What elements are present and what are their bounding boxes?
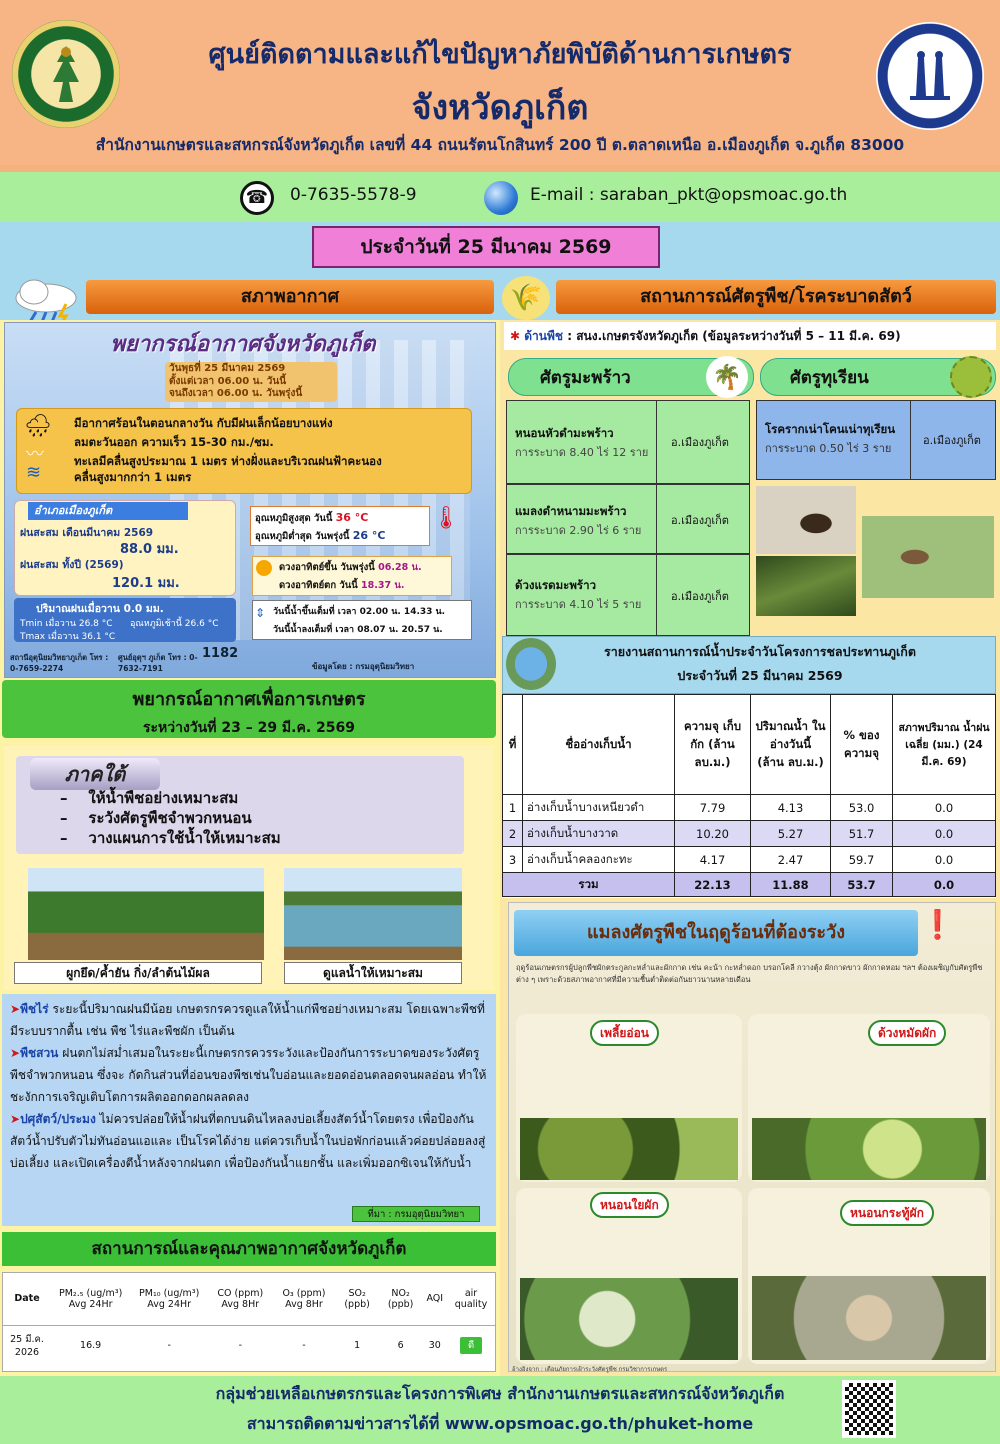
flea-beetle-photo bbox=[752, 1118, 986, 1180]
weather-section-header: สภาพอากาศ bbox=[86, 280, 494, 314]
durian-pest-title: ศัตรูทุเรียน bbox=[790, 368, 869, 388]
palm-icon: 🌴 bbox=[706, 356, 748, 398]
forecast-line-4: คลื่นสูงมากกว่า 1 เมตร bbox=[74, 470, 192, 484]
air-header-row bbox=[3, 1273, 495, 1325]
advice-source: ที่มา : กรมอุตุนิยมวิทยา bbox=[352, 1206, 480, 1222]
wheat-icon: 🌾 bbox=[502, 276, 550, 320]
rain-year-value: 120.1 มม. bbox=[112, 576, 180, 591]
arrow-icon: ➤ bbox=[10, 1046, 21, 1060]
sunrise-time: 06.28 น. bbox=[378, 562, 422, 573]
air-so2: 1 bbox=[354, 1339, 361, 1351]
tmax-yesterday: Tmax เมื่อวาน 36.1 °C bbox=[20, 632, 116, 642]
insect-poster-title: แมลงศัตรูพืชในฤดูร้อนที่ต้องระวัง bbox=[514, 910, 918, 956]
insect-credit: อ้างอิงจาก : เตือนภัยการเฝ้าระวังศัตรูพืช กรมวิชาการเกษตร bbox=[512, 1366, 668, 1373]
pest-rate: การระบาด 2.90 ไร่ 6 ราย bbox=[515, 524, 642, 537]
water-no: 2 bbox=[503, 821, 523, 847]
coconut-pest-title: ศัตรูมะพร้าว bbox=[540, 368, 631, 388]
header-address: สำนักงานเกษตรและสหกรณ์จังหวัดภูเก็ต เลขที่ 44 ถนนรัตนโกสินทร์ 200 ปี ต.ตลาดเหนือ อ.เมืองภูเก็ต จ.ภูเก็ต 83000 bbox=[95, 136, 905, 154]
water-capacity: 4.17 bbox=[675, 847, 751, 873]
coconut-pest-row bbox=[506, 484, 750, 554]
phone-number: 0-7635-5578-9 bbox=[290, 185, 417, 205]
advice-orchard-head: พืชสวน bbox=[20, 1046, 59, 1060]
water-total-label: รวม bbox=[503, 873, 675, 897]
pest-name: โรครากเน่าโคนเน่าทุเรียน bbox=[765, 422, 896, 436]
air-date: 25 มี.ค. 2026 bbox=[10, 1334, 44, 1359]
rain-month-label: ฝนสะสม เดือนมีนาคม 2569 bbox=[20, 527, 154, 539]
advice-crops-text: ระยะนี้ปริมาณฝนมีน้อย เกษตรกรควรดูแลให้น้ำแก่พืชอย่างเหมาะสม โดยเฉพาะพืชที่มีระบบรากตื้น เช่น พืช ไร่และพืชผัก เป็นต้น bbox=[10, 1002, 485, 1038]
header-province: จังหวัดภูเก็ต bbox=[411, 88, 589, 128]
water-total-rain: 0.0 bbox=[893, 873, 996, 897]
temp-high: 36 °C bbox=[335, 511, 369, 524]
air-col-date: Date bbox=[3, 1273, 51, 1325]
pest-rate: การระบาด 8.40 ไร่ 12 ราย bbox=[515, 446, 649, 459]
water-total-row bbox=[503, 873, 996, 897]
forecast-from: ตั้งแต่เวลา 06.00 น. วันนี้ bbox=[169, 375, 287, 387]
aphid-photo bbox=[520, 1118, 738, 1180]
agri-forecast-range: ระหว่างวันที่ 23 – 29 มี.ค. 2569 bbox=[142, 720, 356, 736]
advice-panel bbox=[2, 994, 496, 1226]
ministry-logo bbox=[12, 20, 120, 128]
water-volume: 4.13 bbox=[751, 795, 831, 821]
water-percent: 59.7 bbox=[831, 847, 893, 873]
water-total-capacity: 22.13 bbox=[675, 873, 751, 897]
arrow-icon: ➤ bbox=[10, 1112, 21, 1126]
pest-area: อ.เมืองภูเก็ต bbox=[923, 434, 981, 447]
cloud-icon bbox=[6, 274, 84, 324]
water-percent: 51.7 bbox=[831, 821, 893, 847]
pest-name: ด้วงแรดมะพร้าว bbox=[515, 578, 597, 592]
water-col-name: ชื่ออ่างเก็บน้ำ bbox=[523, 695, 675, 795]
phone-icon: ☎ bbox=[240, 181, 274, 215]
report-date: ประจำวันที่ 25 มีนาคม 2569 bbox=[312, 226, 660, 268]
footer-line-2: สามารถติดตามข่าวสารได้ที่ www.opsmoac.go.th/phuket-home bbox=[246, 1414, 754, 1433]
water-no: 3 bbox=[503, 847, 523, 873]
tmin-yesterday: Tmin เมื่อวาน 26.8 °C bbox=[20, 619, 113, 629]
region-list bbox=[60, 788, 281, 848]
air-col-so2: SO₂ (ppb) bbox=[336, 1273, 379, 1325]
air-aqi: 30 bbox=[428, 1339, 441, 1351]
sunset-label: ดวงอาทิตย์ตก วันนี้ bbox=[279, 580, 358, 591]
warning-icon: ❗ bbox=[920, 908, 955, 941]
coconut-pest-row bbox=[506, 554, 750, 636]
water-rain: 0.0 bbox=[893, 795, 996, 821]
region-item: – ระวังศัตรูพืชจำพวกหนอน bbox=[60, 809, 252, 827]
water-col-percent: % ของ ความจุ bbox=[831, 695, 893, 795]
rain-month-value: 88.0 มม. bbox=[120, 542, 179, 557]
email-address: E-mail : saraban_pkt@opsmoac.go.th bbox=[530, 185, 848, 205]
air-col-o3: O₃ (ppm) Avg 8Hr bbox=[272, 1273, 335, 1325]
air-co: - bbox=[238, 1339, 242, 1351]
air-no2: 6 bbox=[397, 1339, 404, 1351]
forecast-to: จนถึงเวลา 06.00 น. วันพรุ่งนี้ bbox=[169, 388, 303, 399]
region-item: – วางแผนการใช้น้ำให้เหมาะสม bbox=[60, 829, 281, 847]
temp-morning: อุณหภูมิเช้านี้ 26.6 °C bbox=[130, 619, 219, 629]
temp-low: 26 °C bbox=[352, 529, 386, 542]
temp-box bbox=[250, 506, 430, 546]
water-name: อ่างเก็บน้ำคลองกะทะ bbox=[523, 847, 675, 873]
water-name: อ่างเก็บน้ำบางเหนียวดำ bbox=[523, 795, 675, 821]
water-col-capacity: ความจุ เก็บกัก (ล้าน ลบ.ม.) bbox=[675, 695, 751, 795]
region-item: – ให้น้ำพืชอย่างเหมาะสม bbox=[60, 789, 239, 807]
water-volume: 2.47 bbox=[751, 847, 831, 873]
wind-icon: 〰 bbox=[26, 444, 44, 465]
water-row bbox=[503, 847, 996, 873]
tide-icon: ⇕ bbox=[255, 606, 266, 620]
water-table bbox=[502, 694, 996, 897]
water-name: อ่างเก็บน้ำบางวาด bbox=[523, 821, 675, 847]
forecast-lines bbox=[74, 414, 470, 487]
water-col-volume: ปริมาณน้ำ ในอ่างวันนี้ (ล้าน ลบ.ม.) bbox=[751, 695, 831, 795]
water-table-wrap bbox=[502, 694, 996, 898]
water-header-row bbox=[503, 695, 996, 795]
pest-area: อ.เมืองภูเก็ต bbox=[671, 590, 729, 603]
globe-icon bbox=[484, 181, 518, 215]
coconut-pest-row bbox=[506, 400, 750, 484]
tide-low: วันนี้น้ำลงเต็มที่ เวลา 08.07 น. 20.57 น. bbox=[273, 625, 443, 635]
sunset-time: 18.37 น. bbox=[361, 580, 405, 591]
water-percent: 53.0 bbox=[831, 795, 893, 821]
air-col-quality: air quality bbox=[447, 1273, 495, 1325]
air-quality-header: สถานการณ์และคุณภาพอากาศจังหวัดภูเก็ต bbox=[2, 1232, 496, 1266]
hotline: 1182 bbox=[202, 646, 239, 661]
air-pm25: 16.9 bbox=[80, 1339, 102, 1351]
pest-note-bar bbox=[504, 322, 996, 350]
thermometer-icon: 🌡 bbox=[432, 506, 460, 531]
water-col-rain: สภาพปริมาณ น้ำฝนเฉลี่ย (มม.) (24 มี.ค. 69) bbox=[893, 695, 996, 795]
forecast-line-2: ลมตะวันออก ความเร็ว 15-30 กม./ชม. bbox=[74, 435, 274, 449]
advice-crops-head: พืชไร่ bbox=[20, 1002, 49, 1016]
durian-icon bbox=[950, 356, 992, 398]
forecast-line-3: ทะเลมีคลื่นสูงประมาณ 1 เมตร ห่างฝั่งและบริเวณฝนฟ้าคะนอง bbox=[74, 454, 382, 468]
wave-icon: ≋ bbox=[26, 462, 42, 483]
water-row bbox=[503, 821, 996, 847]
orchard-photo bbox=[28, 868, 264, 960]
advice-livestock-head: ปศุสัตว์/ประมง bbox=[20, 1112, 96, 1126]
weather-source: ข้อมูลโดย : กรมอุตุนิยมวิทยา bbox=[312, 662, 415, 671]
region-label: ภาคใต้ bbox=[30, 758, 160, 790]
pond-caption: ดูแลน้ำให้เหมาะสม bbox=[284, 962, 462, 984]
water-no: 1 bbox=[503, 795, 523, 821]
agri-forecast-title: พยากรณ์อากาศเพื่อการเกษตร bbox=[132, 689, 366, 710]
diamondback-photo bbox=[520, 1278, 738, 1360]
air-col-no2: NO₂ (ppb) bbox=[379, 1273, 423, 1325]
pest-note: : สนง.เกษตรจังหวัดภูเก็ต (ข้อมูลระหว่างวันที่ 5 – 11 มี.ค. 69) bbox=[567, 329, 901, 343]
footer-line-1: กลุ่มช่วยเหลือเกษตรกรและโครงการพิเศษ สำนักงานเกษตรและสหกรณ์จังหวัดภูเก็ต bbox=[215, 1384, 785, 1403]
orchard-caption: ผูกยึด/ค้ำยัน กิ่ง/ลำต้นไม้ผล bbox=[14, 962, 262, 984]
agri-forecast-header bbox=[2, 680, 496, 738]
pond-photo bbox=[284, 868, 462, 960]
forecast-day: วันพุธที่ 25 มีนาคม 2569 bbox=[169, 363, 286, 374]
air-o3: - bbox=[302, 1339, 306, 1351]
water-total-volume: 11.88 bbox=[751, 873, 831, 897]
caterpillar-photo bbox=[862, 516, 994, 598]
air-col-pm10: PM₁₀ (ug/m³) Avg 24Hr bbox=[130, 1273, 208, 1325]
sunrise-label: ดวงอาทิตย์ขึ้น วันพรุ่งนี้ bbox=[279, 562, 375, 573]
air-table-wrap bbox=[2, 1272, 496, 1372]
phuket-seal-logo bbox=[876, 22, 984, 130]
forecast-time-box bbox=[165, 362, 337, 402]
water-row bbox=[503, 795, 996, 821]
advice-livestock bbox=[10, 1108, 488, 1174]
air-pm10: - bbox=[167, 1339, 171, 1351]
arrow-icon: ➤ bbox=[10, 1002, 21, 1016]
air-col-aqi: AQI bbox=[422, 1273, 447, 1325]
temp-high-label: อุณหภูมิสูงสุด วันนี้ bbox=[255, 513, 333, 524]
water-report-date: ประจำวันที่ 25 มีนาคม 2569 bbox=[677, 668, 843, 683]
rain-cloud-icon: 🌧 bbox=[24, 414, 52, 439]
durian-pest-row bbox=[756, 400, 996, 480]
pest-rate: การระบาด 4.10 ไร่ 5 ราย bbox=[515, 598, 642, 611]
diamondback-label: หนอนใยผัก bbox=[590, 1192, 669, 1218]
cutworm-label: หนอนกระทู้ผัก bbox=[840, 1200, 934, 1226]
header-title: ศูนย์ติดตามและแก้ไขปัญหาภัยพิบัติด้านการเกษตร bbox=[208, 39, 792, 70]
air-data-row bbox=[3, 1325, 495, 1365]
pest-rate: การระบาด 0.50 ไร่ 3 ราย bbox=[765, 442, 892, 455]
tide-high: วันนี้น้ำขึ้นเต็มที่ เวลา 02.00 น. 14.33 น. bbox=[273, 607, 446, 617]
station-2: ศูนย์อุตุฯ ภูเก็ต โทร : 0-7632-7191 bbox=[118, 653, 198, 673]
advice-livestock-text: ไม่ควรปล่อยให้น้ำฝนที่ตกบนดินไหลลงบ่อเลี้ยงสัตว์น้ำโดยตรง เพื่อป้องกันสัตว์น้ำปรับตัวไม่ทันอ่อนแอและ เป็นโรคได้ง่าย แต่ควรเก็บน้ำในบ่อพักก่อนแล้วค่อยปล่อยลงสู่บ่อเลี้ยง และเปิดเครื่องตีน้ำหลังจากฝนตก เพื่อป้องกันน้ำแยกชั้น และเพิ่มออกซิเจนให้กับน้ำ bbox=[10, 1112, 486, 1170]
air-quality-table bbox=[3, 1273, 495, 1365]
air-col-pm25: PM₂.₅ (ug/m³) Avg 24Hr bbox=[51, 1273, 130, 1325]
forecast-banner: พยากรณ์อากาศจังหวัดภูเก็ต bbox=[110, 332, 376, 357]
pest-area: อ.เมืองภูเก็ต bbox=[671, 436, 729, 449]
station-1: สถานีอุตุนิยมวิทยาภูเก็ต โทร : 0-7659-2274 bbox=[10, 653, 109, 673]
water-capacity: 7.79 bbox=[675, 795, 751, 821]
water-volume: 5.27 bbox=[751, 821, 831, 847]
sun-icon bbox=[256, 560, 272, 576]
water-total-percent: 53.7 bbox=[831, 873, 893, 897]
tide-box bbox=[252, 600, 472, 640]
asterisk-icon: ✱ bbox=[510, 329, 521, 343]
advice-orchard bbox=[10, 1042, 488, 1108]
water-report-title: รายงานสถานการณ์น้ำประจำวันโครงการชลประทานภูเก็ต bbox=[604, 644, 916, 659]
air-col-co: CO (ppm) Avg 8Hr bbox=[208, 1273, 272, 1325]
district-name: อำเภอเมืองภูเก็ต bbox=[28, 502, 188, 520]
aphid-label: เพลี้ยอ่อน bbox=[590, 1020, 659, 1046]
beetle-photo bbox=[756, 486, 856, 554]
water-capacity: 10.20 bbox=[675, 821, 751, 847]
leaf-beetle-photo bbox=[756, 556, 856, 616]
advice-orchard-text: ฝนตกไม่สม่ำเสมอในระยะนี้เกษตรกรควรระวังและป้องกันการระบาดของระวังศัตรูพืชจำพวกหนอน ซึ่งจะ กัดกินส่วนที่อ่อนของพืชเช่นใบอ่อนและยอดอ่อนตลอดจนผลอ่อน ทำให้ชะงักการเจริญเติบโตการผลิตออกดอกผลลดลง bbox=[10, 1046, 487, 1104]
qr-code-icon[interactable] bbox=[842, 1380, 896, 1438]
water-rain: 0.0 bbox=[893, 821, 996, 847]
pest-name: หนอนหัวดำมะพร้าว bbox=[515, 426, 614, 440]
pest-name: แมลงดำหนามมะพร้าว bbox=[515, 504, 627, 518]
advice-crops bbox=[10, 998, 488, 1042]
water-col-no: ที่ bbox=[503, 695, 523, 795]
pest-section-header: สถานการณ์ศัตรูพืช/โรคระบาดสัตว์ bbox=[556, 280, 996, 314]
forecast-line-1: มีอากาศร้อนในตอนกลางวัน กับมีฝนเล็กน้อยบางแห่ง bbox=[74, 416, 333, 430]
temp-low-label: อุณหภูมิต่ำสุด วันพรุ่งนี้ bbox=[255, 531, 350, 542]
rain-year-label: ฝนสะสม ทั้งปี (2569) bbox=[20, 559, 124, 571]
flea-beetle-label: ด้วงหมัดผัก bbox=[868, 1020, 946, 1046]
pest-note-head: ด้านพืช bbox=[524, 329, 564, 343]
insect-intro: ฤดูร้อนเกษตรกรผู้ปลูกพืชผักตระกูลกะหล่ำและผักกาด เช่น คะน้า กะหล่ำดอก บรอกโคลี กวางตุ้ง ผักกาดขาว ผักกาดหอม ฯลฯ ต้องเผชิญกับศัตรูพืชต่าง ๆ เพราะด้วยสภาพอากาศที่มีความชื้นต่ำติดต่อกันยาวนานหลายเดือน bbox=[516, 963, 983, 984]
rain-yesterday: ปริมาณฝนเมื่อวาน 0.0 มม. bbox=[36, 603, 164, 615]
water-rain: 0.0 bbox=[893, 847, 996, 873]
pest-area: อ.เมืองภูเก็ต bbox=[671, 514, 729, 527]
sun-box bbox=[252, 556, 452, 596]
cutworm-photo bbox=[752, 1276, 986, 1360]
air-quality-badge: ดี bbox=[460, 1337, 482, 1354]
